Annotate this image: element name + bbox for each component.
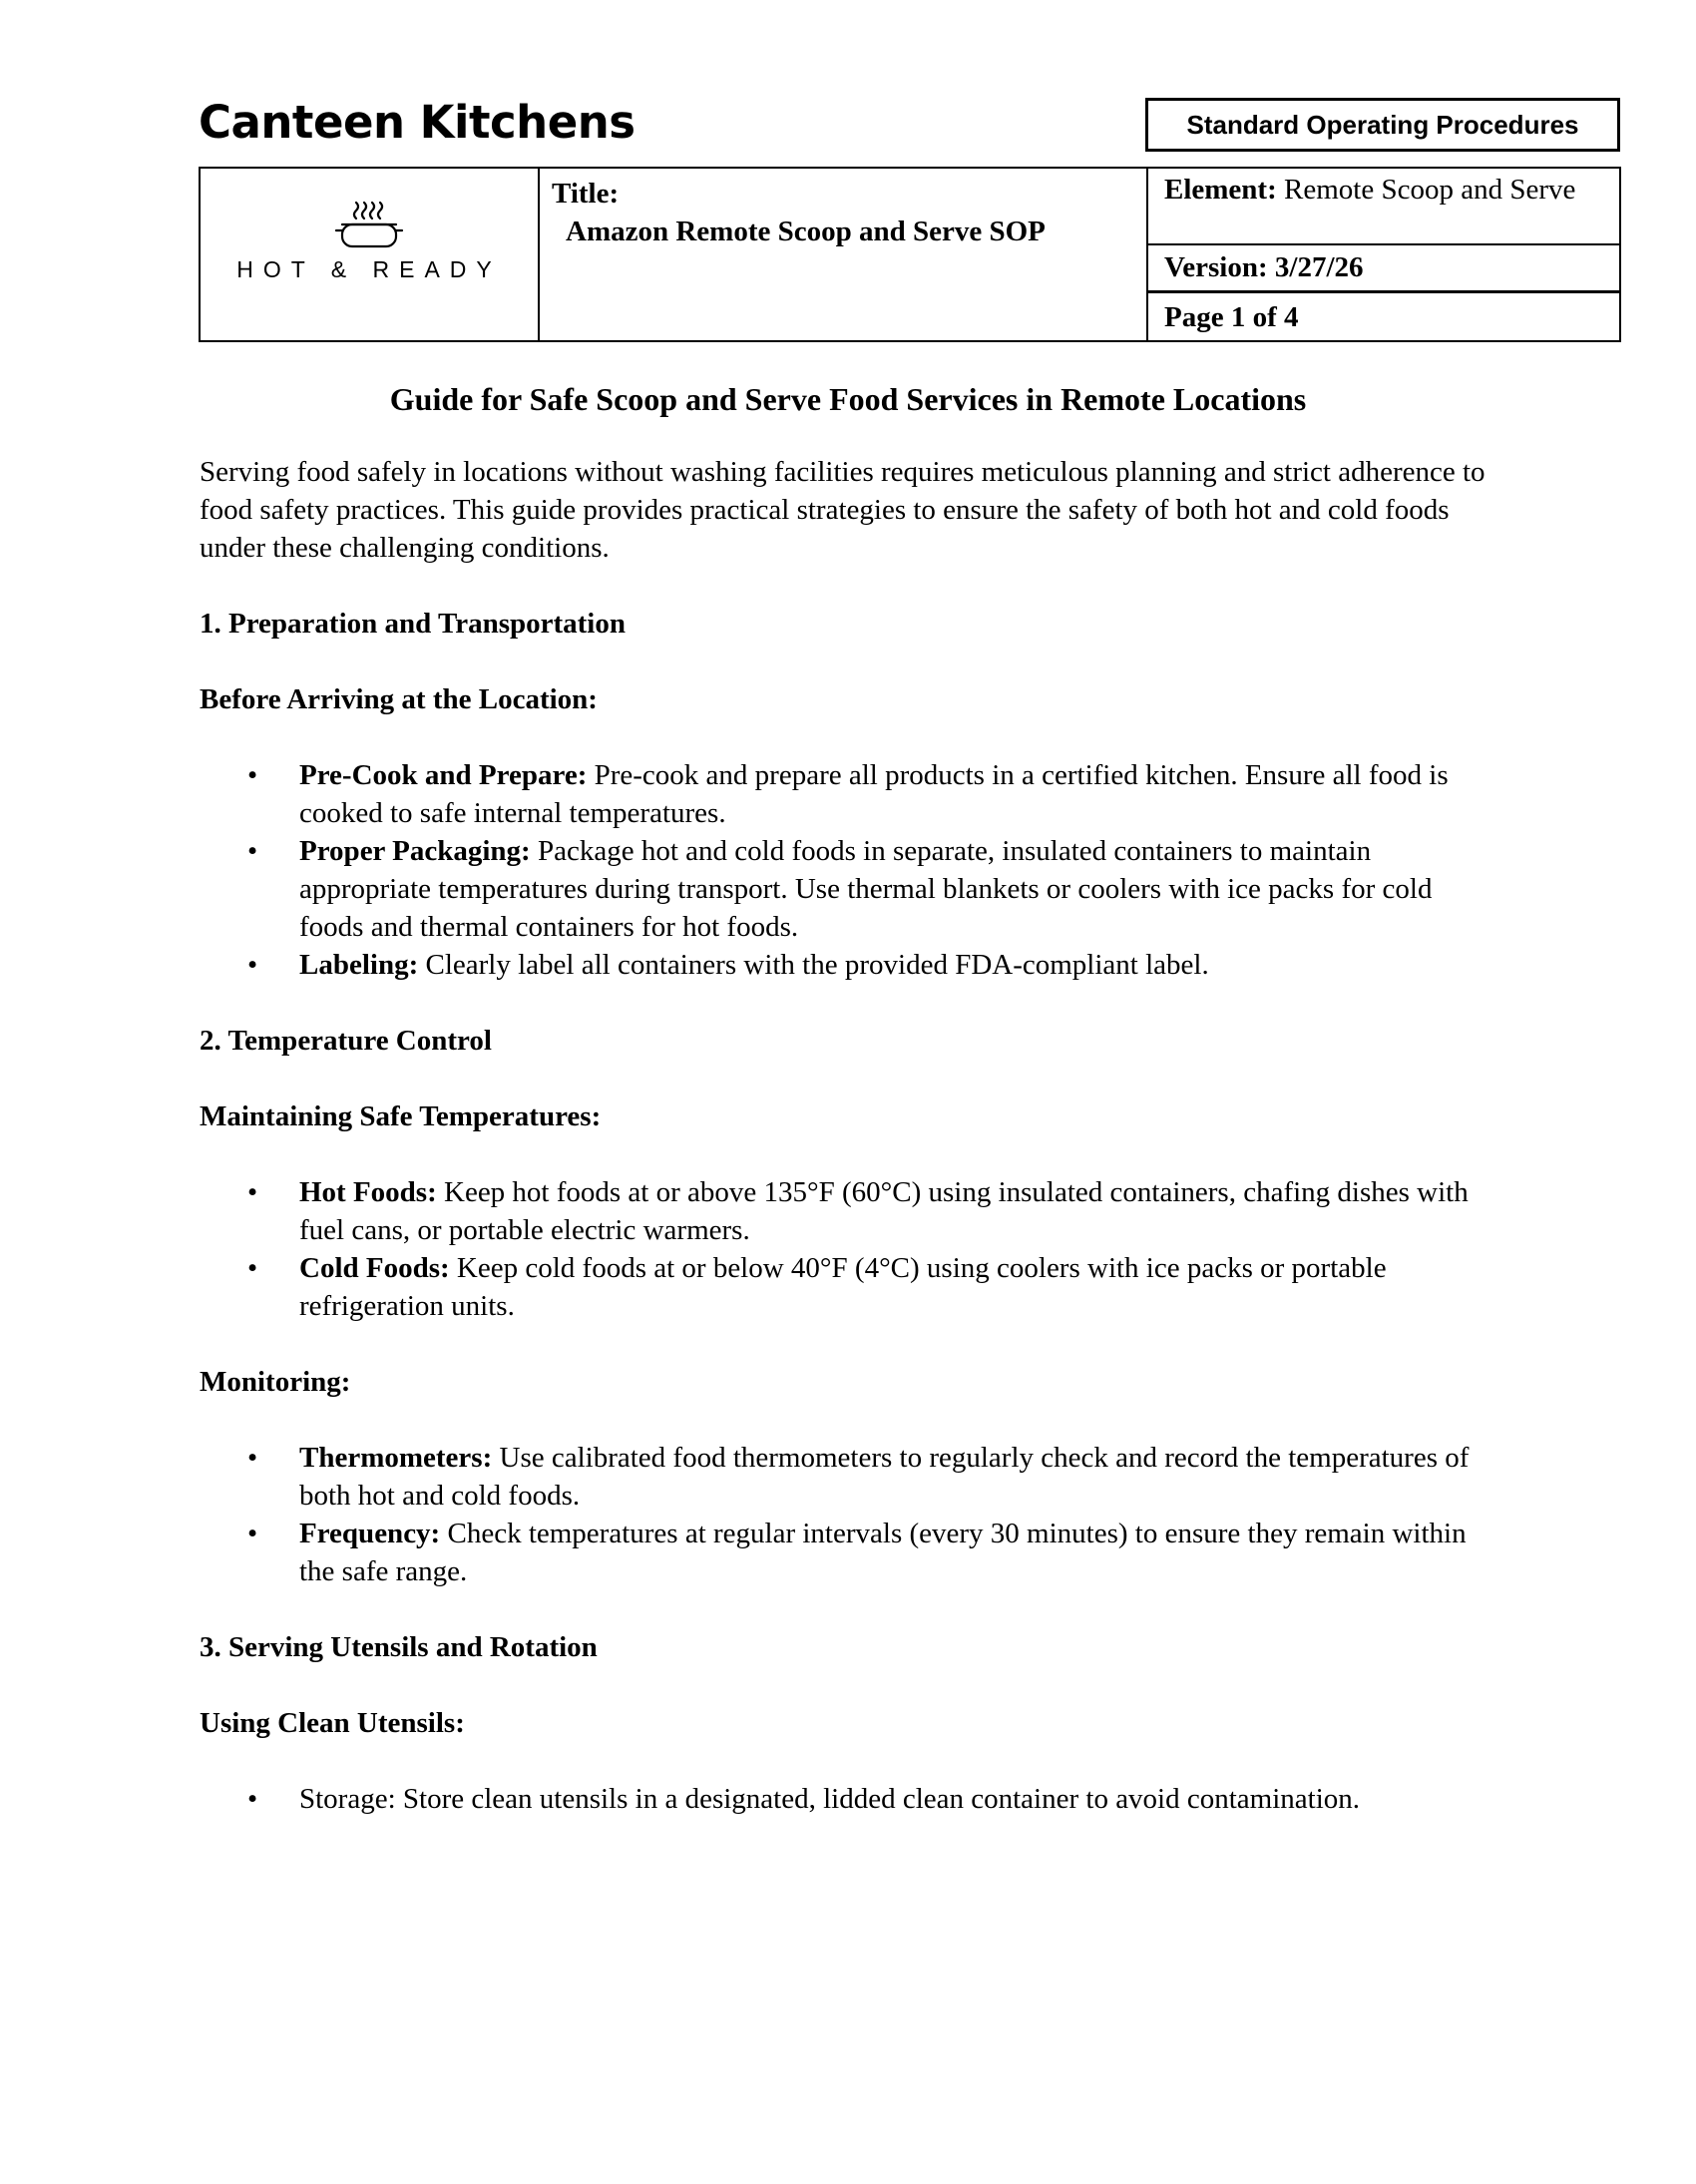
list-item [200, 1439, 1496, 1515]
doc-type-box: Standard Operating Procedures [1145, 98, 1620, 152]
item-text: Keep hot foods at or above 135°F (60°C) using insulated containers, chafing dishes with fuel cans, or portable electric warmers. [299, 1176, 1469, 1246]
bullet: • [247, 1442, 258, 1474]
item-label: Labeling: [299, 949, 419, 981]
bullet: • [247, 1252, 258, 1284]
list-item [200, 756, 1496, 832]
header-table [199, 167, 1621, 342]
subsection-heading: Before Arriving at the Location: [200, 683, 598, 715]
item-text: Keep cold foods at or below 40°F (4°C) using coolers with ice packs or portable refrigeration units. [299, 1252, 1387, 1322]
table-divider [1146, 243, 1621, 245]
bullet: • [247, 949, 258, 981]
item-text: Pre-cook and prepare all products in a certified kitchen. Ensure all food is cooked to safe internal temperatures. [299, 759, 1449, 829]
element-label: Element: [1164, 174, 1277, 206]
element-value: Remote Scoop and Serve [1284, 174, 1576, 206]
subsection-heading: Using Clean Utensils: [200, 1707, 465, 1739]
bullet-list [200, 1173, 1496, 1325]
company-name: Canteen Kitchens [199, 96, 636, 149]
item-text: Check temperatures at regular intervals (every 30 minutes) to ensure they remain within the safe range. [299, 1518, 1467, 1587]
guide-title: Guide for Safe Scoop and Serve Food Services in Remote Locations [389, 381, 1307, 417]
item-label: Thermometers: [299, 1442, 493, 1474]
item-label: Pre-Cook and Prepare: [299, 759, 588, 791]
bullet: • [247, 1518, 258, 1549]
section-heading: 3. Serving Utensils and Rotation [200, 1631, 598, 1663]
bullet-list [200, 756, 1496, 984]
element-cell [1164, 173, 1613, 207]
item-text: Storage: Store clean utensils in a designated, lidded clean container to avoid contamination. [299, 1783, 1361, 1815]
title-value: Amazon Remote Scoop and Serve SOP [566, 216, 1046, 247]
table-divider [538, 169, 540, 340]
bullet-list [200, 1439, 1496, 1590]
bullet: • [247, 759, 258, 791]
table-divider [1146, 169, 1148, 340]
item-label: Frequency: [299, 1518, 441, 1549]
page-number: Page 1 of 4 [1164, 301, 1299, 333]
logo [201, 169, 538, 340]
item-label: Hot Foods: [299, 1176, 437, 1208]
list-item [200, 1515, 1496, 1590]
subsection-heading: Monitoring: [200, 1366, 351, 1398]
item-text: Use calibrated food thermometers to regularly check and record the temperatures of both hot and cold foods. [299, 1442, 1470, 1512]
bullet: • [247, 1783, 258, 1815]
logo-text: HOT & READY [236, 256, 502, 282]
list-item [200, 1249, 1496, 1325]
steaming-dish-icon [334, 199, 404, 250]
item-text: Package hot and cold foods in separate, insulated containers to maintain appropriate temperatures during transport. Use thermal blankets or coolers with ice packs for cold foods and thermal containers for hot foods. [299, 835, 1433, 943]
list-item [200, 832, 1496, 946]
bullet: • [247, 835, 258, 867]
bullet: • [247, 1176, 258, 1208]
item-label: Proper Packaging: [299, 835, 531, 867]
section-heading: 1. Preparation and Transportation [200, 608, 626, 640]
list-item [200, 1173, 1496, 1249]
bullet-list [200, 1780, 1496, 1818]
subsection-heading: Maintaining Safe Temperatures: [200, 1100, 602, 1132]
item-text: Clearly label all containers with the provided FDA-compliant label. [418, 949, 1209, 981]
item-label: Cold Foods: [299, 1252, 450, 1284]
title-cell [552, 175, 1046, 250]
table-divider [1146, 290, 1621, 293]
document-body [200, 379, 1496, 1856]
list-item [200, 1780, 1496, 1818]
list-item [200, 946, 1496, 984]
intro-paragraph: Serving food safely in locations without washing facilities requires meticulous planning and strict adherence to food safety practices. This guide provides practical strategies to ensure the safety of both hot and cold foods under these challenging conditions. [200, 456, 1485, 564]
version: Version: 3/27/26 [1164, 251, 1364, 283]
title-label: Title: [552, 178, 620, 210]
section-heading: 2. Temperature Control [200, 1025, 492, 1057]
